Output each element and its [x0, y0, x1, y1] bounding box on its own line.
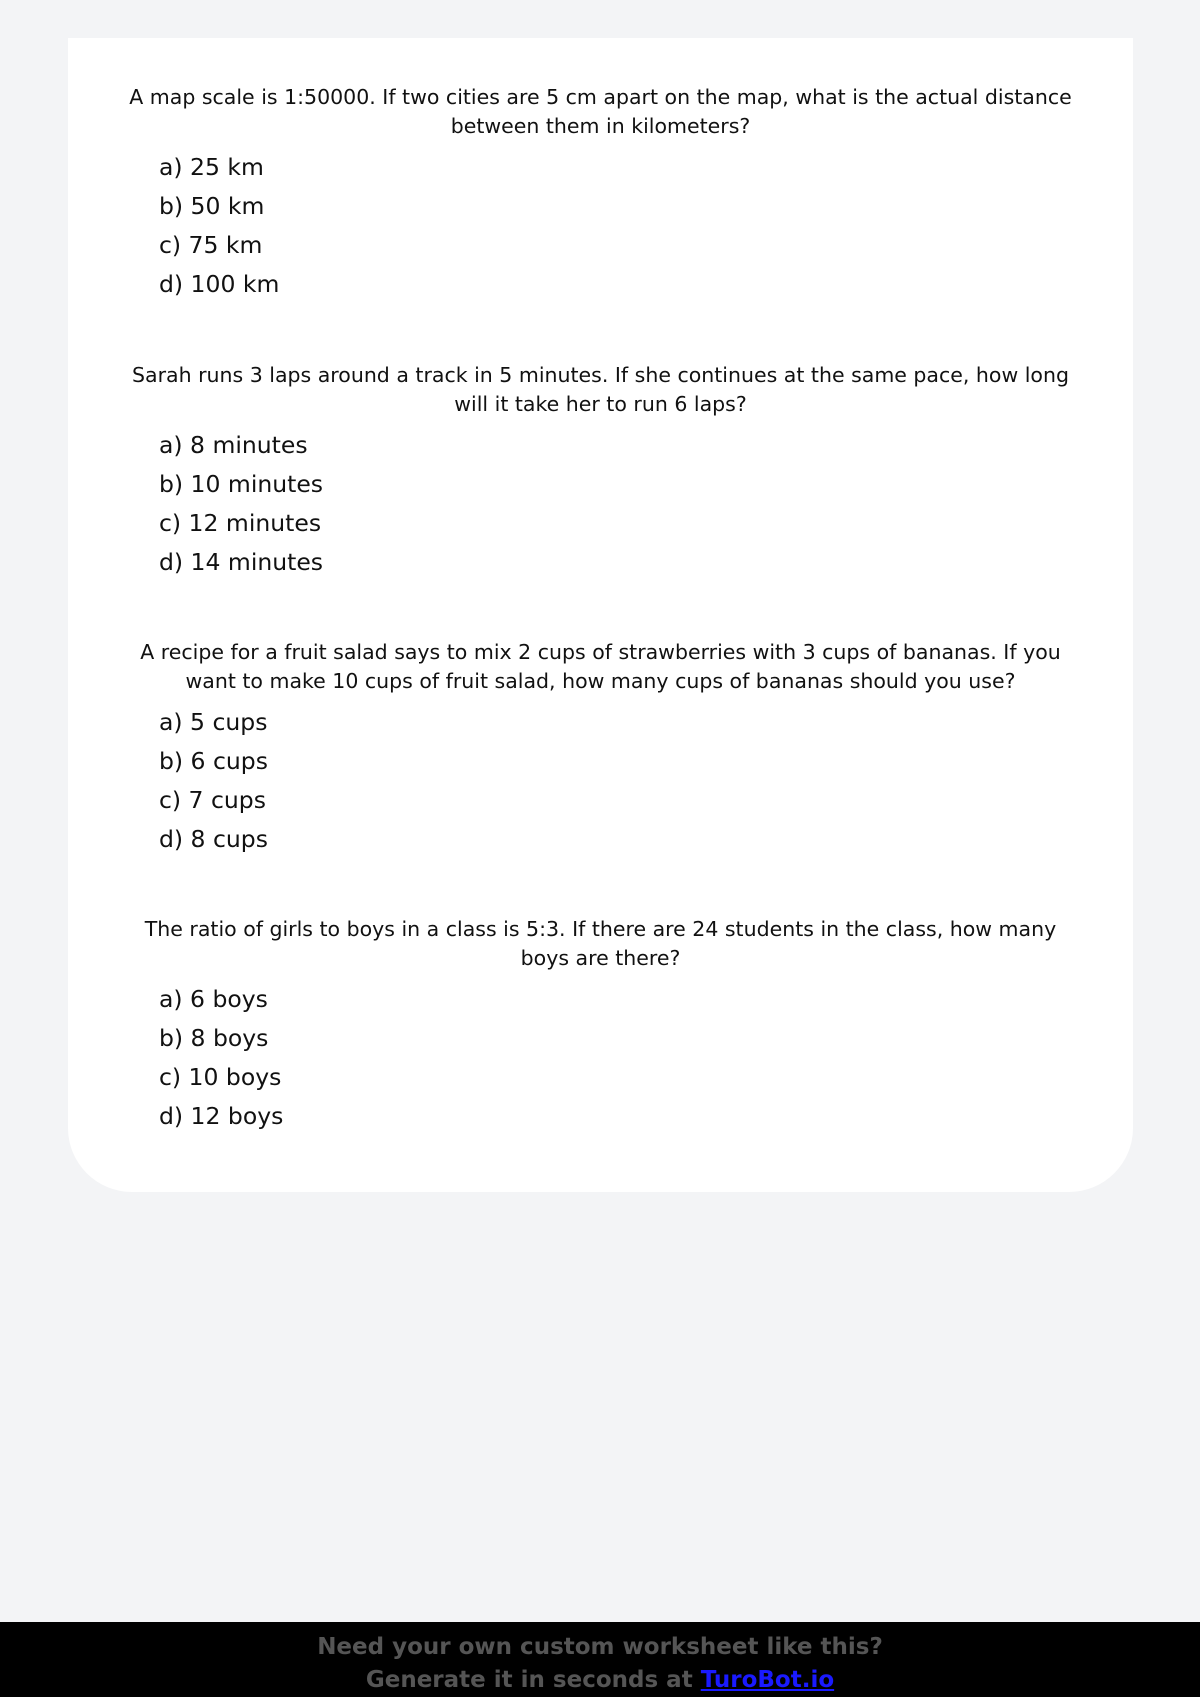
question-text: A recipe for a fruit salad says to mix 2 cups of strawberries with 3 cups of bananas. If you want to make 10 cups of fruit salad, how many cups of bananas should you use? — [140, 640, 1061, 693]
answer-option-b: b) 50 km — [159, 192, 265, 220]
answer-option-b: b) 8 boys — [159, 1024, 269, 1052]
answer-option-b: b) 6 cups — [159, 747, 268, 775]
question-1 — [128, 83, 1073, 304]
question-text: The ratio of girls to boys in a class is 5:3. If there are 24 students in the class, how many boys are there? — [144, 917, 1057, 970]
answer-options — [128, 703, 1073, 859]
question-2 — [128, 361, 1073, 582]
answer-option-a: a) 25 km — [159, 153, 264, 181]
answer-option-c: c) 7 cups — [159, 786, 266, 814]
footer-cta-text: Generate it in seconds at — [365, 1667, 701, 1693]
footer-cta — [0, 1665, 1200, 1695]
turobot-link[interactable]: TuroBot.io — [700, 1667, 835, 1693]
answer-option-d: d) 12 boys — [159, 1102, 284, 1130]
answer-option-a: a) 5 cups — [159, 708, 268, 736]
question-text: A map scale is 1:50000. If two cities are 5 cm apart on the map, what is the actual distance between them in kilometers? — [129, 85, 1072, 138]
question-3 — [128, 638, 1073, 859]
answer-option-d: d) 14 minutes — [159, 548, 324, 576]
footer-headline: Need your own custom worksheet like this? — [317, 1634, 883, 1660]
answer-option-c: c) 75 km — [159, 231, 263, 259]
promo-footer — [0, 1622, 1200, 1697]
answer-options — [128, 980, 1073, 1136]
question-text: Sarah runs 3 laps around a track in 5 minutes. If she continues at the same pace, how long will it take her to run 6 laps? — [132, 363, 1069, 416]
answer-option-c: c) 10 boys — [159, 1063, 282, 1091]
answer-option-b: b) 10 minutes — [159, 470, 324, 498]
answer-option-d: d) 100 km — [159, 270, 280, 298]
answer-option-c: c) 12 minutes — [159, 509, 322, 537]
worksheet-sheet — [68, 38, 1133, 1192]
answer-option-d: d) 8 cups — [159, 825, 268, 853]
answer-options — [128, 426, 1073, 582]
answer-options — [128, 148, 1073, 304]
answer-option-a: a) 8 minutes — [159, 431, 308, 459]
question-4 — [128, 915, 1073, 1136]
answer-option-a: a) 6 boys — [159, 985, 268, 1013]
